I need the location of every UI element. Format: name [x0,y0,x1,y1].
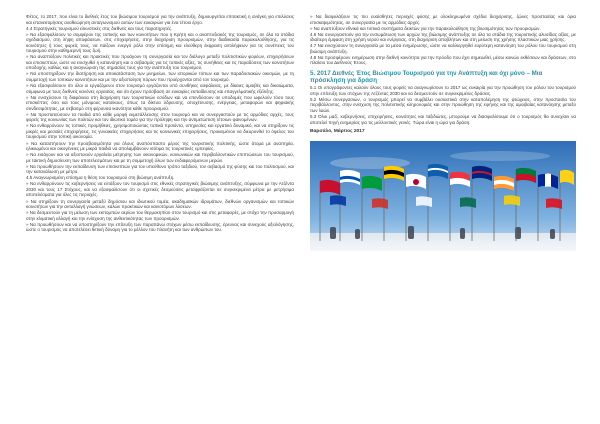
bullet-paragraph: » Να διαφυλάξουν τις πιο ευαίσθητες περιοχές φύσης με ολοκληρωμένα σχέδια διαχείρισης, ζώνες προστασίας και όρια επισκεψιμότητας, σε συνεργασία με τις αρμόδιες αρχές. [310,14,576,25]
signature-line: Βαρσάλο, Μάρτιος 2017 [310,129,365,135]
bullet-paragraph: » Να υποστηρίξουν την διατήρηση και αποκατάσταση των μνημείων, των ιστορικών τόπων και των παραδοσιακών οικισμών, με τη συμμετοχή των τοπικών κοινοτήτων και με την αξιοποίηση πόρων που προέρχονται από τον τουρισμό. [26,71,294,83]
paragraph: 4.6 Να συνεργαστούν για την ενσωμάτωση των αρχών της βιώσιμης ανάπτυξης σε όλα τα στάδια της τουριστικής αλυσίδας αξίας, με ιδιαίτερη έμφαση στη χρήση νερού και ενέργειας, στη διαχείριση αποβλήτων και στη μείωση της χρήσης πλαστικών μιας χρήσης. [310,31,576,43]
bullet-paragraph: » Να εξασφαλίσουν το συμφέρον της τοπικής και των κοινοτήτων που η Κρήτη και ο αναπτυξιακός της τουρισμός, σε όλα τα στάδια σχεδιασμού, στη λήψη αποφάσεων, στις επιχειρήσεις, στην διαχείριση προορισμών, στην διαδικασία παρακολούθησης, για τις κοινότητες ή τους φορείς τους, να παίζουν ενεργό ρόλο στην επίσημη και ελεύθερη έκφραση αντιλήψεων για τις συνέπειες του τουρισμού στην καθημερινή τους ζωή. [26,31,294,54]
bullet-paragraph: » Να εξασφαλίσουν ότι όλοι οι εργαζόμενοι στον τουρισμό εργάζονται υπό συνθήκες ασφάλειας, με δίκαιες αμοιβές και δικαιώματα, σύμφωνα με τους διεθνείς κανόνες εργασίας, και ότι έχουν πρόσβαση σε ευκαιρίες εκπαίδευσης και επαγγελματικής εξέλιξης. [26,83,294,94]
paragraph: 5.1 Οι υπογράφοντες καλούν όλους τους φορείς να αναγνωρίσουν το 2017 ως ευκαιρία για την προώθηση του ρόλου του τουρισμού στην επίτευξη των στόχων της Ατζέντας 2030 και να δεσμευτούν σε συγκεκριμένες δράσεις. [310,85,576,96]
bullet-paragraph: » Να καταστήσουν την προσβασιμότητα για όλους αναπόσπαστο μέρος της τουριστικής πολιτικής, ώστε άτομα με αναπηρία, ηλικιωμένοι και οικογένειες με μικρά παιδιά να απολαμβάνουν ισότιμα τις τουριστικές εμπειρίες. [26,140,294,152]
bullet-paragraph: » Να ενθαρρύνουν τις κυβερνήσεις να εντάξουν τον τουρισμό στις εθνικές στρατηγικές βιώσιμης ανάπτυξης, σύμφωνα με την Ατζέντα 2030 και τους 17 Στόχους, και να εξασφαλίσουν ότι οι σχετικές δεσμεύσεις μεταφράζονται σε συγκεκριμένα μέτρα με μετρήσιμα αποτελέσματα για όλες τις περιοχές. [26,181,294,198]
left-column [26,14,294,414]
paragraph: 4.8 Να προσφέρουν ενημέρωση στην διεθνή κοινότητα για την πρόοδο που έχει σημειωθεί, μέσω κοινών εκθέσεων και δράσεων, στο πλαίσιο του Διεθνούς Έτους. [310,54,576,66]
bullet-paragraph: » Να αναπτύξουν εθνικά και τοπικά συστήματα δεικτών για την παρακολούθηση της βιωσιμότητας των προορισμών. [310,25,541,31]
paragraph: 5.3 Όλοι μαζί, κυβερνήσεις, επιχειρήσεις, κοινότητες και ταξιδιώτες, μπορούμε να διασφαλίσουμε ότι ο τουρισμός θα συνεχίσει να αποτελεί πηγή ευημερίας για τις μελλοντικές γενιές. Τώρα είναι η ώρα για δράση. [310,114,576,125]
bullet-paragraph: » Να εισάγουν και να αξιοποιούν εργαλεία μέτρησης των οικονομικών, κοινωνικών και περιβαλλοντικών επιπτώσεων του τουρισμού, με τακτική δημοσίευση των αποτελεσμάτων και με τη συμμετοχή όλων των ενδιαφερόμενων μερών. [26,152,294,163]
bullet-paragraph: » Να προστατεύσουν τα παιδιά από κάθε μορφή εκμετάλλευσης στον τουρισμό και να συνεργαστούν με τις αρμόδιες αρχές, τους φορείς της κοινωνίας των πολιτών και τον ιδιωτικό τομέα για την πρόληψη και την αντιμετώπιση τέτοιων φαινομένων. [26,111,294,123]
paragraph: 5.2 Μέσω συνεργασιών, ο τουρισμός μπορεί να συμβάλει ουσιαστικά στην καταπολέμηση της φτώχειας, στην προστασία του περιβάλλοντος, στην ενίσχυση της πολιτιστικής κληρονομιάς και στην προώθηση της ειρήνης και της αμοιβαίας κατανόησης μεταξύ των λαών. [310,96,576,114]
bullet-paragraph: » Να προωθήσουν την εκπαίδευση των επισκεπτών για τον υπεύθυνο τρόπο ταξιδιού, τον σεβασμό της φύσης και του πολιτισμού, και την κατανάλωση με μέτρο. [26,163,294,175]
flags-photo [310,141,576,251]
flags-icon [310,141,576,251]
bullet-paragraph: » Να ενισχύσουν τη διαφάνεια στη διαχείριση των τουριστικών εσόδων και να επενδύσουν σε υποδομές που ωφελούν τόσο τους επισκέπτες όσο και τους μόνιμους κατοίκους, όπως τα δίκτυα ύδρευσης, αποχέτευσης, ενέργειας, μεταφορών και ψηφιακής συνδεσιμότητας, με σεβασμό στη φέρουσα ικανότητα κάθε προορισμού. [26,94,294,111]
bullet-paragraph: » Να προωθήσουν και να υποστηρίξουν την επίτευξη των παραπάνω στόχων μέσω εκπαίδευσης, έρευνας και συνεχούς αξιολόγησης, ώστε ο τουρισμός να αποτελέσει θετική δύναμη για το μέλλον του πλανήτη και των ανθρώπων του. [26,221,294,233]
section-heading: 5. 2017 Διεθνές Έτος Βιώσιμου Τουρισμού για την Ανάπτυξη και όχι μόνο – Μια πρόσκληση για δράση [310,69,543,85]
paragraph: 4.4 Στρατηγικές τουρισμού ελκυστικές στις διεθνείς και τους παρατηρητές. [26,25,173,31]
paragraph: Φέτος, το 2017, που είναι το διεθνές έτος του βιώσιμου τουρισμού για την ανάπτυξη, δημιουργείται επιτακτική η ανάγκη για επιλύσεις και επανεκτιμήσεις αναθεώρηση ανταγωνισμού αυτών των ευκαιριών για ένα τέτοιο έργο. [26,14,294,25]
bullet-paragraph: » Να αναπτύξουν πολιτικές και πρακτικές που προάγουν τη συνεργασία και τον διάλογο μεταξύ πολιτιστικών φορέων, επιχειρήσεων και επισκεπτών, ώστε να ενισχυθεί η κατανόηση και ο σεβασμός για τις τοπικές αξίες, τις συνήθειες και τις παραδόσεις των κοινοτήτων υποδοχής, καθώς και η αναγνώριση της σημασίας τους για την ανάπτυξη του τουρισμού. [26,54,294,71]
paragraph: 4.5 Αναγνωρισμένη επίσημα η θέση του τουρισμού στη βιώσιμη ανάπτυξη. [26,175,175,181]
right-column [310,14,576,414]
bullet-paragraph: » Να ενθαρρύνουν τις τοπικές προμήθειες, χρησιμοποιώντας τοπικά προϊόντα, υπηρεσίες και εργατικό δυναμικό, και να στηρίξουν τις μικρές και μεσαίες επιχειρήσεις, τις γυναικείες επιχειρήσεις και τις κοινωνικές επιχειρήσεις, προκειμένου να διευρυνθεί το όφελος του τουρισμού στην τοπική οικονομία. [26,123,294,140]
bullet-paragraph: » Να δεσμευτούν για τη μείωση των εκπομπών αερίων του θερμοκηπίου στον τουρισμό και στις μεταφορές, με στόχο την προσαρμογή στην κλιματική αλλαγή και την ενίσχυση της ανθεκτικότητας των προορισμών. [26,210,294,221]
bullet-paragraph: » Να στηρίξουν τη συνεργασία μεταξύ δημόσιου και ιδιωτικού τομέα, ακαδημαϊκών ιδρυμάτων, διεθνών οργανισμών και τοπικών κοινοτήτων για την ανταλλαγή γνώσεων, καλών πρακτικών και καινοτόμων λύσεων. [26,198,294,210]
paragraph: 4.7 Να ενισχύσουν τη συνεργασία με τα μέσα ενημέρωσης, ώστε να καλλιεργηθεί ευρύτερη κατανόηση του ρόλου του τουρισμού στη βιώσιμη ανάπτυξη. [310,43,576,54]
